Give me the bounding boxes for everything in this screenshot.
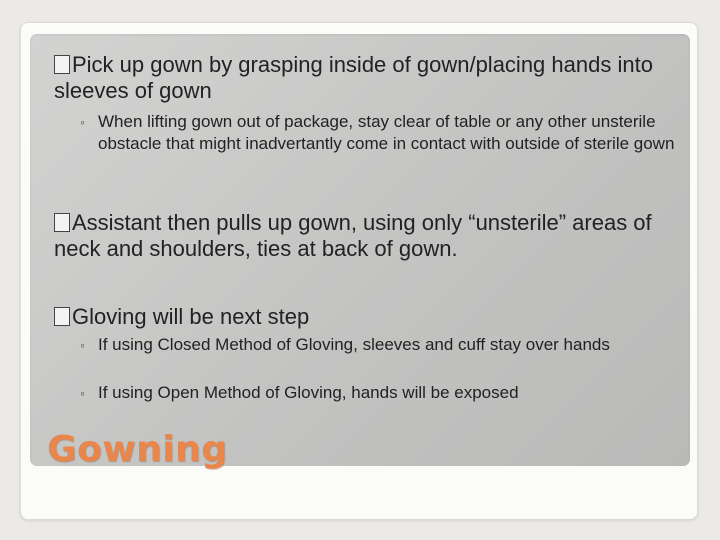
bullet-1-text: Pick up gown by grasping inside of gown/placing hands into sleeves of gown (54, 52, 653, 103)
sub-bullet-3-1-text: If using Closed Method of Gloving, sleeves and cuff stay over hands (98, 335, 610, 354)
bullet-2-text: Assistant then pulls up gown, using only “unsterile” areas of neck and shoulders, ties at back of gown. (54, 210, 652, 261)
sub-bullet-3-1 (80, 334, 680, 356)
checkbox-bullet-icon (54, 307, 70, 326)
circle-bullet-icon: ◦ (80, 114, 85, 130)
bullet-1 (54, 52, 674, 104)
checkbox-bullet-icon (54, 55, 70, 74)
sub-bullet-1-1-text: When lifting gown out of package, stay clear of table or any other unsterile obstacle that might inadvertantly come in contact with outside of sterile gown (98, 112, 675, 153)
circle-bullet-icon: ◦ (80, 337, 85, 353)
bullet-3-text: Gloving will be next step (72, 304, 310, 329)
checkbox-bullet-icon (54, 213, 70, 232)
circle-bullet-icon: ◦ (80, 385, 85, 401)
slide-title: Gowning (47, 429, 228, 470)
bullet-2 (54, 210, 674, 262)
bullet-3 (54, 304, 674, 330)
sub-bullet-1-1 (80, 111, 680, 155)
sub-bullet-3-2-text: If using Open Method of Gloving, hands will be exposed (98, 383, 519, 402)
sub-bullet-3-2 (80, 382, 680, 404)
